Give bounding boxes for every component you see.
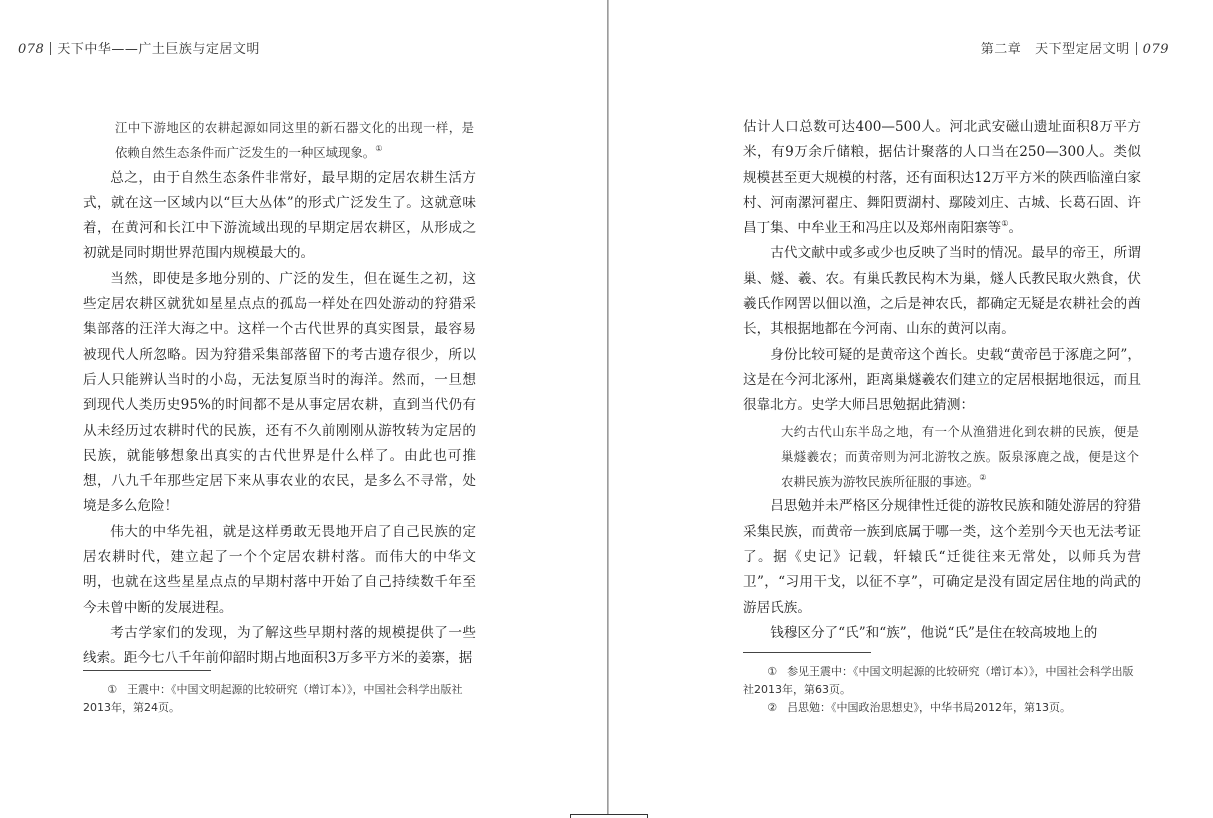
quote-text: 江中下游地区的农耕起源如同这里的新石器文化的出现一样，是依赖自然生态条件而广泛发生的一种区域现象。 <box>115 120 474 161</box>
paragraph: 古代文献中或多或少也反映了当时的情况。最早的帝王，所谓巢、燧、羲、农。有巢氏教民构木为巢，燧人氏教民取火熟食，伏羲氏作网罟以佃以渔，之后是神农氏，都确定无疑是农耕社会的酋长，其根据地都在今河南、山东的黄河以南。 <box>743 245 1141 338</box>
block-quote <box>743 419 1141 495</box>
footnote-text: 参见王震中：《中国文明起源的比较研究（增订本）》，中国社会科学出版社2013年，第63页。 <box>743 665 1134 696</box>
header-divider <box>1136 42 1137 55</box>
paragraph-text: 估计人口总数可达400—500人。河北武安磁山遗址面积8万平方米，有9万余斤储粮，据估计聚落的人口当在250—300人。类似规模甚至更大规模的村落，还有面积达12万平方米的陕西临潼白家村、河南漯河翟庄、舞阳贾湖村、鄢陵刘庄、古城、长葛石固、许昌丁集、中牟业王和冯庄以及郑州南阳寨等 <box>743 119 1141 237</box>
paragraph: 当然，即使是多地分别的、广泛的发生，但在诞生之初，这些定居农耕区就犹如星星点点的孤岛一样处在四处游动的狩猎采集部落的汪洋大海之中。这样一个古代世界的真实图景，最容易被现代人所忽略。因为狩猎采集部落留下的考古遗存很少，所以后人只能辨认当时的小岛，无法复原当时的海洋。然而，一旦想到现代人类历史95%的时间都不是从事定居农耕，直到当代仍有从未经历过农耕时代的民族，还有不久前刚刚从游牧转为定居的民族，就能够想象出真实的古代世界是什么样了。由此也可推想，八九千年那些定居下来从事农业的农民，是多么不寻常，处境是多么危险！ <box>83 270 476 515</box>
paragraph-continued <box>743 115 1141 241</box>
left-header-title: 天下中华——广土巨族与定居文明 <box>57 42 260 57</box>
right-body-text <box>743 115 1141 646</box>
footnote-mark: ① <box>107 683 118 696</box>
paragraph: 总之，由于自然生态条件非常好，最早期的定居农耕生活方式，就在这一区域内以“巨大丛体”的形式广泛发生了。这就意味着，在黄河和长江中下游流域出现的早期定居农耕区，从形成之初就是同时期世界范围内规模最大的。 <box>83 169 476 262</box>
chapter-label: 第二章 <box>980 42 1022 57</box>
footnote-ref[interactable]: ② <box>979 473 987 483</box>
paragraph: 钱穆区分了“氏”和“族”，他说“氏”是住在较高坡地上的 <box>770 624 1098 641</box>
footnote-ref[interactable]: ① <box>375 144 383 154</box>
paragraph: 吕思勉并未严格区分规律性迁徙的游牧民族和随处游居的狩猎采集民族，而黄帝一族到底属于哪一类，这个差别今天也无法考证了。据《史记》记载，轩辕氏“迁徙往来无常处，以师兵为营卫”，“习用干戈，以征不享”，可确定是没有固定居住地的尚武的游居氏族。 <box>743 498 1141 616</box>
right-page <box>609 0 1213 817</box>
footnote <box>743 663 1143 699</box>
paragraph-tail: 。 <box>1008 220 1023 237</box>
paragraph: 伟大的中华先祖，就是这样勇敢无畏地开启了自己民族的定居农耕时代，建立起了一个个定居农耕村落。而伟大的中华文明，也就在这些星星点点的早期村落中开始了自己持续数千年至今未曾中断的发展进程。 <box>83 523 476 616</box>
header-divider <box>50 42 51 55</box>
right-running-header <box>981 38 1169 57</box>
block-quote <box>83 115 476 166</box>
footnote <box>83 681 479 717</box>
left-running-header <box>18 38 260 57</box>
right-footnotes <box>743 663 1143 717</box>
paragraph: 考古学家们的发现，为了解这些早期村落的规模提供了一些线索。距今七八千年前仰韶时期占地面积3万多平方米的姜寨，据 <box>83 624 476 667</box>
footnote-mark: ② <box>767 701 778 714</box>
footnote-text: 王震中：《中国文明起源的比较研究（增订本）》，中国社会科学出版社2013年，第24页。 <box>83 683 463 714</box>
left-page <box>0 0 607 817</box>
footnote-rule <box>743 652 871 653</box>
footnote-ref[interactable]: ① <box>1001 219 1009 229</box>
quote-text: 大约古代山东半岛之地，有一个从渔猎进化到农耕的民族，便是巢燧羲农；而黄帝则为河北游牧之族。阪泉涿鹿之战，便是这个农耕民族为游牧民族所征服的事迹。 <box>781 423 1139 490</box>
footnote-mark: ① <box>767 665 778 678</box>
paragraph: 身份比较可疑的是黄帝这个酋长。史载“黄帝邑于涿鹿之阿”，这是在今河北涿州，距离巢燧羲农们建立的定居根据地很远，而且很靠北方。史学大师吕思勉据此猜测： <box>743 346 1141 414</box>
page-edge-tab <box>570 814 648 818</box>
left-body-text <box>83 115 476 672</box>
left-page-number: 078 <box>18 42 45 57</box>
footnote <box>743 699 1143 717</box>
footnote-rule <box>83 670 211 671</box>
right-page-number: 079 <box>1142 42 1169 57</box>
left-footnotes <box>83 681 479 717</box>
right-header-title: 天下型定居文明 <box>1035 42 1130 57</box>
footnote-text: 吕思勉：《中国政治思想史》，中华书局2012年，第13页。 <box>787 701 1072 714</box>
